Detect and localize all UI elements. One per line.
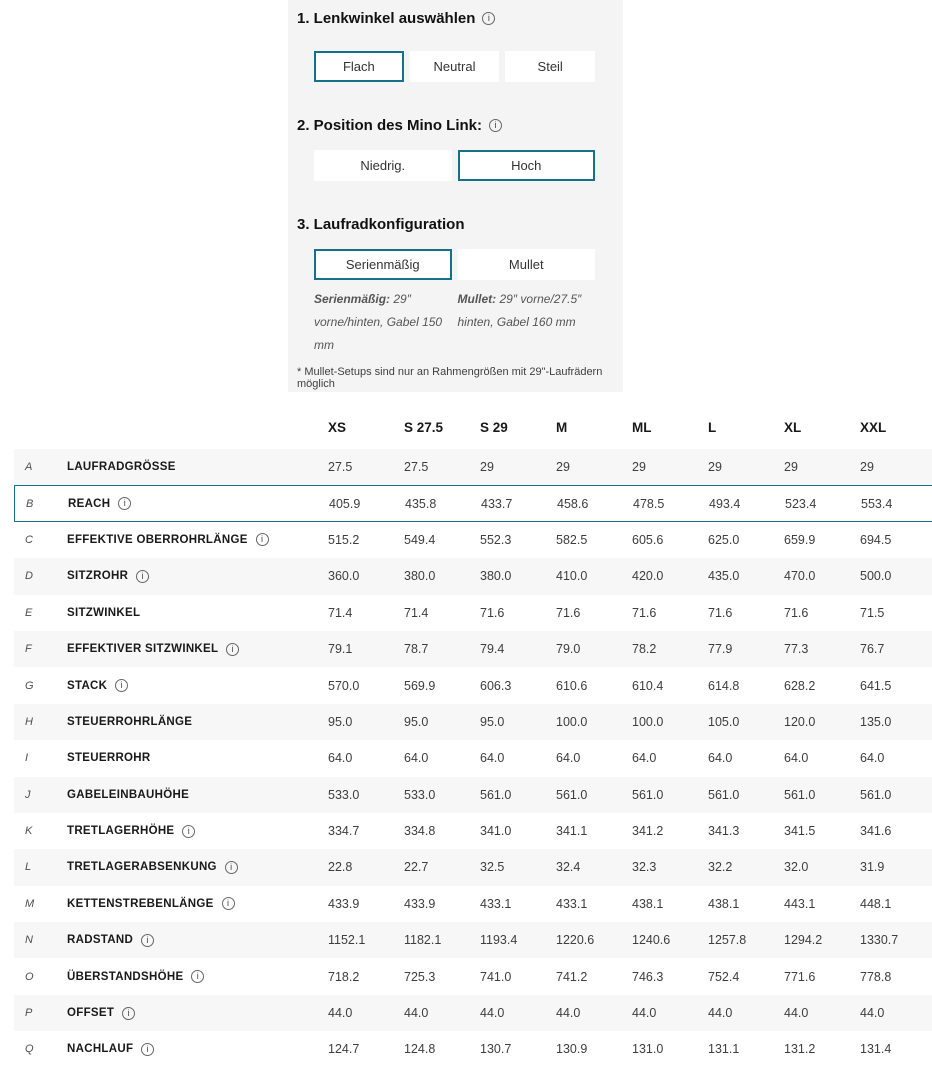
cell-value: 470.0: [784, 569, 816, 584]
info-icon[interactable]: i: [225, 861, 238, 874]
cell-value: 746.3: [632, 969, 664, 984]
section-title-text: 2. Position des Mino Link:: [297, 117, 483, 134]
cell-value: 380.0: [480, 569, 512, 584]
cell-value: 605.6: [632, 532, 664, 547]
info-icon[interactable]: i: [115, 679, 128, 692]
option-button-hoch[interactable]: Hoch: [458, 150, 596, 181]
cell-value: 27.5: [328, 460, 353, 475]
row-label: [67, 861, 328, 874]
row-label-text: GABELEINBAUHÖHE: [67, 788, 190, 801]
cell-value: 44.0: [784, 1006, 809, 1021]
cell-value: 493.4: [709, 496, 741, 511]
cell-value: 341.0: [480, 824, 512, 839]
cell-value: 32.0: [784, 860, 809, 875]
table-row-q[interactable]: [14, 1031, 932, 1067]
table-row-l[interactable]: [14, 849, 932, 885]
cell-value: 78.2: [632, 642, 657, 657]
row-label-text: SITZWINKEL: [67, 606, 141, 619]
column-header: XL: [784, 419, 802, 435]
row-label: [67, 461, 328, 473]
table-body: [14, 449, 932, 1068]
table-row-b[interactable]: [14, 485, 932, 521]
row-label-text: STEUERROHRLÄNGE: [67, 715, 193, 728]
description-lead: Serienmäßig:: [314, 292, 391, 306]
row-label-text: STEUERROHR: [67, 752, 151, 765]
cell-value: 694.5: [860, 532, 892, 547]
cell-value: 79.4: [480, 642, 505, 657]
cell-value: 95.0: [328, 714, 353, 729]
cell-value: 610.4: [632, 678, 664, 693]
cell-value: 77.9: [708, 642, 733, 657]
cell-value: 1220.6: [556, 933, 595, 948]
row-letter: F: [25, 643, 32, 656]
info-icon[interactable]: i: [182, 825, 195, 838]
column-header: S 29: [480, 419, 508, 435]
cell-value: 64.0: [328, 751, 353, 766]
cell-value: 120.0: [784, 714, 816, 729]
table-row-p[interactable]: [14, 995, 932, 1031]
cell-value: 71.6: [708, 605, 733, 620]
cell-value: 478.5: [633, 496, 665, 511]
cell-value: 1330.7: [860, 933, 899, 948]
cell-value: 1182.1: [404, 933, 442, 948]
cell-value: 515.2: [328, 532, 360, 547]
cell-value: 725.3: [404, 969, 436, 984]
row-label: [67, 533, 328, 546]
cell-value: 22.7: [404, 860, 429, 875]
cell-value: 533.0: [404, 787, 436, 802]
row-label: [67, 607, 328, 619]
info-icon[interactable]: i: [489, 119, 502, 132]
option-button-steil[interactable]: Steil: [505, 51, 595, 82]
row-label: [67, 897, 328, 910]
cell-value: 100.0: [632, 714, 664, 729]
column-header: ML: [632, 419, 652, 435]
cell-value: 433.1: [480, 896, 512, 911]
cell-value: 561.0: [556, 787, 588, 802]
row-label-text: EFFEKTIVE OBERROHRLÄNGE: [67, 533, 248, 546]
cell-value: 64.0: [860, 751, 885, 766]
cell-value: 741.2: [556, 969, 588, 984]
cell-value: 100.0: [556, 714, 588, 729]
cell-value: 433.9: [404, 896, 436, 911]
cell-value: 610.6: [556, 678, 588, 693]
section-title-text: 3. Laufradkonfiguration: [297, 216, 465, 233]
row-label: [67, 970, 328, 983]
cell-value: 71.6: [480, 605, 505, 620]
table-row-m[interactable]: [14, 886, 932, 922]
row-letter: H: [25, 715, 33, 728]
cell-value: 135.0: [860, 714, 892, 729]
row-label: [67, 752, 328, 764]
row-label-text: OFFSET: [67, 1007, 115, 1020]
cell-value: 29: [784, 460, 798, 475]
wheel-config-descriptions: [314, 288, 595, 357]
cell-value: 1240.6: [632, 933, 671, 948]
row-letter: N: [25, 934, 33, 947]
section-title-text: 1. Lenkwinkel auswählen: [297, 10, 476, 27]
cell-value: 1193.4: [480, 933, 518, 948]
cell-value: 659.9: [784, 532, 816, 547]
cell-value: 31.9: [860, 860, 885, 875]
info-icon[interactable]: i: [136, 570, 149, 583]
cell-value: 752.4: [708, 969, 740, 984]
row-label-text: STACK: [67, 679, 108, 692]
table-row-g[interactable]: [14, 667, 932, 703]
cell-value: 606.3: [480, 678, 512, 693]
cell-value: 435.8: [405, 496, 437, 511]
row-label-text: TRETLAGERABSENKUNG: [67, 861, 217, 874]
cell-value: 32.2: [708, 860, 733, 875]
mullet-description: [458, 288, 596, 357]
cell-value: 32.4: [556, 860, 581, 875]
row-label: [67, 716, 328, 728]
cell-value: 334.8: [404, 824, 436, 839]
cell-value: 130.9: [556, 1042, 588, 1057]
cell-value: 433.9: [328, 896, 360, 911]
table-row-j[interactable]: [14, 777, 932, 813]
column-header: XS: [328, 419, 347, 435]
row-label: [67, 643, 328, 656]
cell-value: 79.1: [328, 642, 353, 657]
cell-value: 420.0: [632, 569, 664, 584]
row-label-text: REACH: [68, 497, 111, 510]
cell-value: 1294.2: [784, 933, 823, 948]
cell-value: 561.0: [480, 787, 512, 802]
section-title-mino-link: [297, 117, 609, 134]
row-letter: A: [25, 461, 33, 474]
laufrad-options: [314, 249, 595, 280]
description-text: 29″ vorne/27.5″ hinten, Gabel 160 mm: [457, 292, 582, 329]
cell-value: 95.0: [404, 714, 429, 729]
table-header-row: [14, 405, 932, 449]
cell-value: 341.6: [860, 824, 892, 839]
cell-value: 641.5: [860, 678, 892, 693]
info-icon[interactable]: i: [122, 1007, 135, 1020]
column-header: M: [556, 419, 568, 435]
option-button-mullet[interactable]: Mullet: [458, 249, 596, 280]
cell-value: 64.0: [784, 751, 809, 766]
cell-value: 1152.1: [328, 933, 366, 948]
cell-value: 44.0: [860, 1006, 885, 1021]
cell-value: 44.0: [480, 1006, 505, 1021]
cell-value: 341.1: [556, 824, 588, 839]
cell-value: 105.0: [708, 714, 740, 729]
row-label-text: NACHLAUF: [67, 1043, 134, 1056]
cell-value: 44.0: [328, 1006, 353, 1021]
cell-value: 500.0: [860, 569, 892, 584]
cell-value: 549.4: [404, 532, 436, 547]
cell-value: 124.8: [404, 1042, 436, 1057]
cell-value: 131.1: [708, 1042, 740, 1057]
row-letter: P: [25, 1007, 33, 1020]
config-panel: [288, 0, 623, 392]
row-letter: J: [25, 788, 31, 801]
table-row-n[interactable]: [14, 922, 932, 958]
cell-value: 29: [708, 460, 722, 475]
cell-value: 443.1: [784, 896, 816, 911]
cell-value: 44.0: [632, 1006, 657, 1021]
row-letter: D: [25, 570, 33, 583]
cell-value: 533.0: [328, 787, 360, 802]
cell-value: 360.0: [328, 569, 360, 584]
table-row-a[interactable]: [14, 449, 932, 485]
geometry-table: [14, 405, 932, 1068]
row-label-text: RADSTAND: [67, 934, 134, 947]
cell-value: 27.5: [404, 460, 429, 475]
row-label-text: TRETLAGERHÖHE: [67, 825, 175, 838]
cell-value: 29: [556, 460, 570, 475]
cell-value: 71.6: [784, 605, 809, 620]
row-label: [67, 825, 328, 838]
row-letter: I: [25, 752, 29, 765]
cell-value: 76.7: [860, 642, 885, 657]
cell-value: 131.2: [784, 1042, 816, 1057]
info-icon[interactable]: i: [226, 643, 239, 656]
cell-value: 553.4: [861, 496, 893, 511]
info-icon[interactable]: i: [141, 1043, 154, 1056]
column-header: L: [708, 419, 717, 435]
cell-value: 341.5: [784, 824, 816, 839]
info-icon[interactable]: i: [256, 533, 269, 546]
row-label: [67, 570, 328, 583]
cell-value: 64.0: [632, 751, 657, 766]
cell-value: 582.5: [556, 532, 588, 547]
table-row-d[interactable]: [14, 558, 932, 594]
cell-value: 32.5: [480, 860, 505, 875]
column-header: S 27.5: [404, 419, 444, 435]
description-text: 29″ vorne/hinten, Gabel 150 mm: [314, 292, 443, 352]
option-button-serienm-ig[interactable]: Serienmäßig: [314, 249, 452, 280]
cell-value: 32.3: [632, 860, 657, 875]
cell-value: 64.0: [480, 751, 505, 766]
column-header: XXL: [860, 419, 887, 435]
section-title-laufradkonfiguration: [297, 216, 609, 233]
lenkwinkel-options: [314, 51, 595, 82]
info-icon[interactable]: i: [222, 897, 235, 910]
row-letter: L: [25, 861, 32, 874]
cell-value: 131.4: [860, 1042, 892, 1057]
mino-link-options: [314, 150, 595, 181]
cell-value: 77.3: [784, 642, 809, 657]
cell-value: 410.0: [556, 569, 588, 584]
table-row-o[interactable]: [14, 958, 932, 994]
info-icon[interactable]: i: [118, 497, 131, 510]
cell-value: 64.0: [556, 751, 581, 766]
row-letter: O: [25, 970, 34, 983]
serienmaessig-description: [314, 288, 452, 357]
mullet-footnote: * Mullet-Setups sind nur an Rahmengrößen mit 29"-Laufrädern möglich: [297, 366, 603, 390]
cell-value: 29: [632, 460, 646, 475]
row-label: [68, 497, 329, 510]
row-letter: G: [25, 679, 34, 692]
cell-value: 64.0: [404, 751, 429, 766]
cell-value: 341.3: [708, 824, 740, 839]
row-letter: C: [25, 533, 33, 546]
row-label: [67, 934, 328, 947]
table-row-c[interactable]: [14, 522, 932, 558]
info-icon[interactable]: i: [191, 970, 204, 983]
table-row-h[interactable]: [14, 704, 932, 740]
cell-value: 569.9: [404, 678, 436, 693]
cell-value: 458.6: [557, 496, 589, 511]
cell-value: 44.0: [708, 1006, 733, 1021]
cell-value: 570.0: [328, 678, 360, 693]
cell-value: 22.8: [328, 860, 353, 875]
row-letter: E: [25, 606, 33, 619]
cell-value: 131.0: [632, 1042, 664, 1057]
cell-value: 71.6: [556, 605, 581, 620]
info-icon[interactable]: i: [141, 934, 154, 947]
row-letter: B: [26, 497, 34, 510]
row-letter: Q: [25, 1043, 34, 1056]
cell-value: 334.7: [328, 824, 360, 839]
cell-value: 523.4: [785, 496, 817, 511]
cell-value: 71.4: [328, 605, 353, 620]
cell-value: 771.6: [784, 969, 816, 984]
cell-value: 64.0: [708, 751, 733, 766]
row-label: [67, 789, 328, 801]
cell-value: 29: [480, 460, 494, 475]
cell-value: 438.1: [632, 896, 664, 911]
cell-value: 438.1: [708, 896, 740, 911]
cell-value: 552.3: [480, 532, 512, 547]
cell-value: 433.7: [481, 496, 513, 511]
row-label-text: EFFEKTIVER SITZWINKEL: [67, 643, 219, 656]
cell-value: 71.6: [632, 605, 657, 620]
table-row-f[interactable]: [14, 631, 932, 667]
cell-value: 448.1: [860, 896, 892, 911]
cell-value: 435.0: [708, 569, 740, 584]
row-label-text: KETTENSTREBENLÄNGE: [67, 897, 214, 910]
cell-value: 614.8: [708, 678, 740, 693]
row-letter: K: [25, 825, 33, 838]
option-button-niedrig-[interactable]: Niedrig.: [314, 150, 452, 181]
cell-value: 44.0: [556, 1006, 581, 1021]
cell-value: 405.9: [329, 496, 361, 511]
info-icon[interactable]: i: [482, 12, 495, 25]
cell-value: 29: [860, 460, 874, 475]
cell-value: 380.0: [404, 569, 436, 584]
option-button-neutral[interactable]: Neutral: [410, 51, 500, 82]
row-label-text: SITZROHR: [67, 570, 129, 583]
cell-value: 561.0: [708, 787, 740, 802]
cell-value: 778.8: [860, 969, 892, 984]
cell-value: 130.7: [480, 1042, 512, 1057]
cell-value: 741.0: [480, 969, 512, 984]
table-row-k[interactable]: [14, 813, 932, 849]
cell-value: 78.7: [404, 642, 429, 657]
cell-value: 561.0: [632, 787, 664, 802]
row-label-text: ÜBERSTANDSHÖHE: [67, 970, 184, 983]
cell-value: 71.5: [860, 605, 885, 620]
row-letter: M: [25, 897, 35, 910]
table-row-e[interactable]: [14, 595, 932, 631]
option-button-flach[interactable]: Flach: [314, 51, 404, 82]
cell-value: 79.0: [556, 642, 581, 657]
cell-value: 44.0: [404, 1006, 429, 1021]
cell-value: 561.0: [784, 787, 816, 802]
cell-value: 95.0: [480, 714, 505, 729]
cell-value: 625.0: [708, 532, 740, 547]
row-label: [67, 1007, 328, 1020]
row-label-text: LAUFRADGRÖSSE: [67, 461, 176, 474]
cell-value: 1257.8: [708, 933, 747, 948]
cell-value: 71.4: [404, 605, 429, 620]
cell-value: 124.7: [328, 1042, 360, 1057]
row-label: [67, 1043, 328, 1056]
row-label: [67, 679, 328, 692]
cell-value: 341.2: [632, 824, 664, 839]
description-lead: Mullet:: [457, 292, 497, 306]
cell-value: 718.2: [328, 969, 360, 984]
cell-value: 561.0: [860, 787, 892, 802]
cell-value: 433.1: [556, 896, 588, 911]
cell-value: 628.2: [784, 678, 816, 693]
table-row-i[interactable]: [14, 740, 932, 776]
section-title-lenkwinkel: [297, 10, 609, 27]
